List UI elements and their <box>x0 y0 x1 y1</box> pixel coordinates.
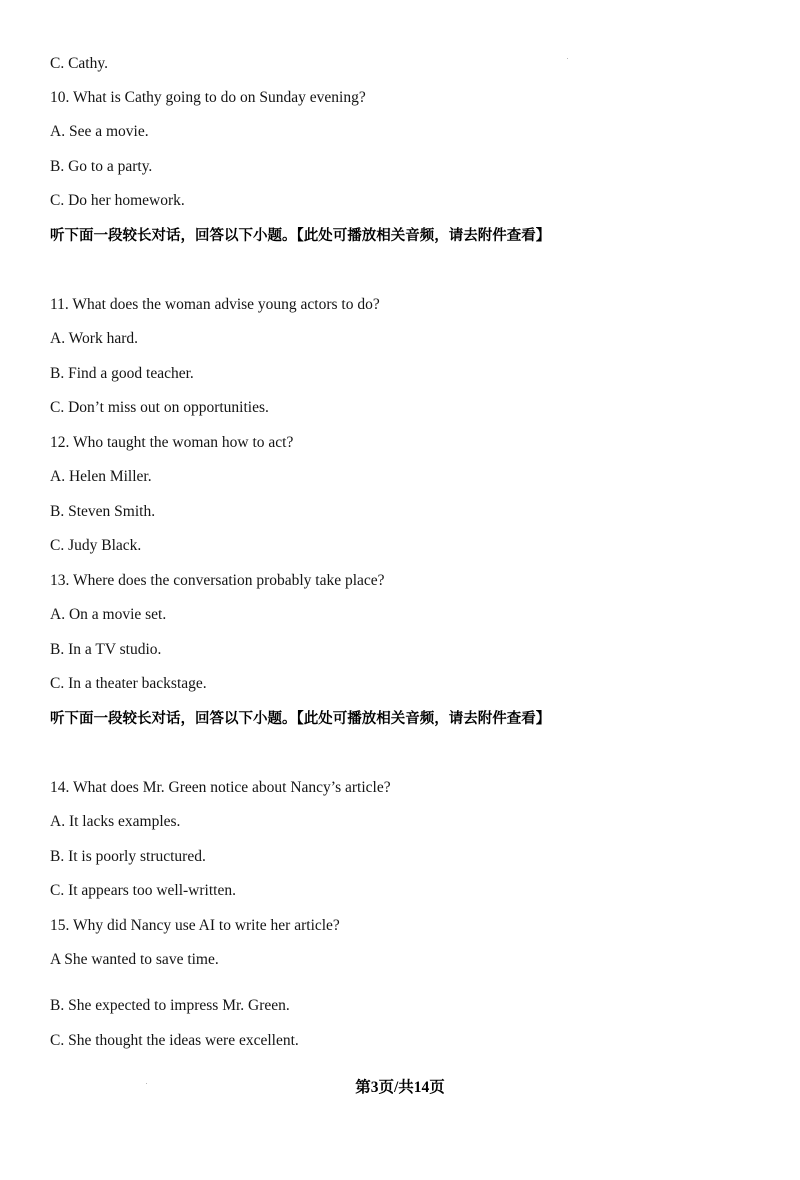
q13-option-c: C. In a theater backstage. <box>50 675 207 692</box>
scan-speck <box>146 1083 147 1084</box>
q15-option-c: C. She thought the ideas were excellent. <box>50 1032 299 1049</box>
listening-instruction-2: 听下面一段较长对话，回答以下小题。【此处可播放相关音频，请去附件查看】 <box>50 711 551 727</box>
q10-option-a: A. See a movie. <box>50 123 149 140</box>
q12-option-a: A. Helen Miller. <box>50 468 152 485</box>
q12-question: 12. Who taught the woman how to act? <box>50 434 294 451</box>
q10-option-c: C. Do her homework. <box>50 192 185 209</box>
scan-speck <box>567 58 568 59</box>
q11-option-b: B. Find a good teacher. <box>50 365 194 382</box>
q15-option-a: A She wanted to save time. <box>50 951 219 968</box>
q14-option-b: B. It is poorly structured. <box>50 848 206 865</box>
q11-option-a: A. Work hard. <box>50 330 139 347</box>
q12-option-b: B. Steven Smith. <box>50 503 156 520</box>
q15-question: 15. Why did Nancy use AI to write her article? <box>50 917 340 934</box>
listening-instruction-1: 听下面一段较长对话，回答以下小题。【此处可播放相关音频，请去附件查看】 <box>50 228 551 244</box>
q13-option-b: B. In a TV studio. <box>50 641 162 658</box>
q12-option-c: C. Judy Black. <box>50 537 142 554</box>
q14-option-c: C. It appears too well-written. <box>50 882 236 899</box>
q14-question: 14. What does Mr. Green notice about Nancy’s article? <box>50 779 391 796</box>
q11-question: 11. What does the woman advise young actors to do? <box>50 296 380 313</box>
q13-question: 13. Where does the conversation probably take place? <box>50 572 385 589</box>
q10-option-b: B. Go to a party. <box>50 158 153 175</box>
q11-option-c: C. Don’t miss out on opportunities. <box>50 399 269 416</box>
q9-option-c: C. Cathy. <box>50 55 108 72</box>
q13-option-a: A. On a movie set. <box>50 606 167 623</box>
page-number-footer: 第3页/共14页 <box>355 1079 445 1096</box>
q15-option-b: B. She expected to impress Mr. Green. <box>50 997 290 1014</box>
q14-option-a: A. It lacks examples. <box>50 813 181 830</box>
q10-question: 10. What is Cathy going to do on Sunday evening? <box>50 89 366 106</box>
